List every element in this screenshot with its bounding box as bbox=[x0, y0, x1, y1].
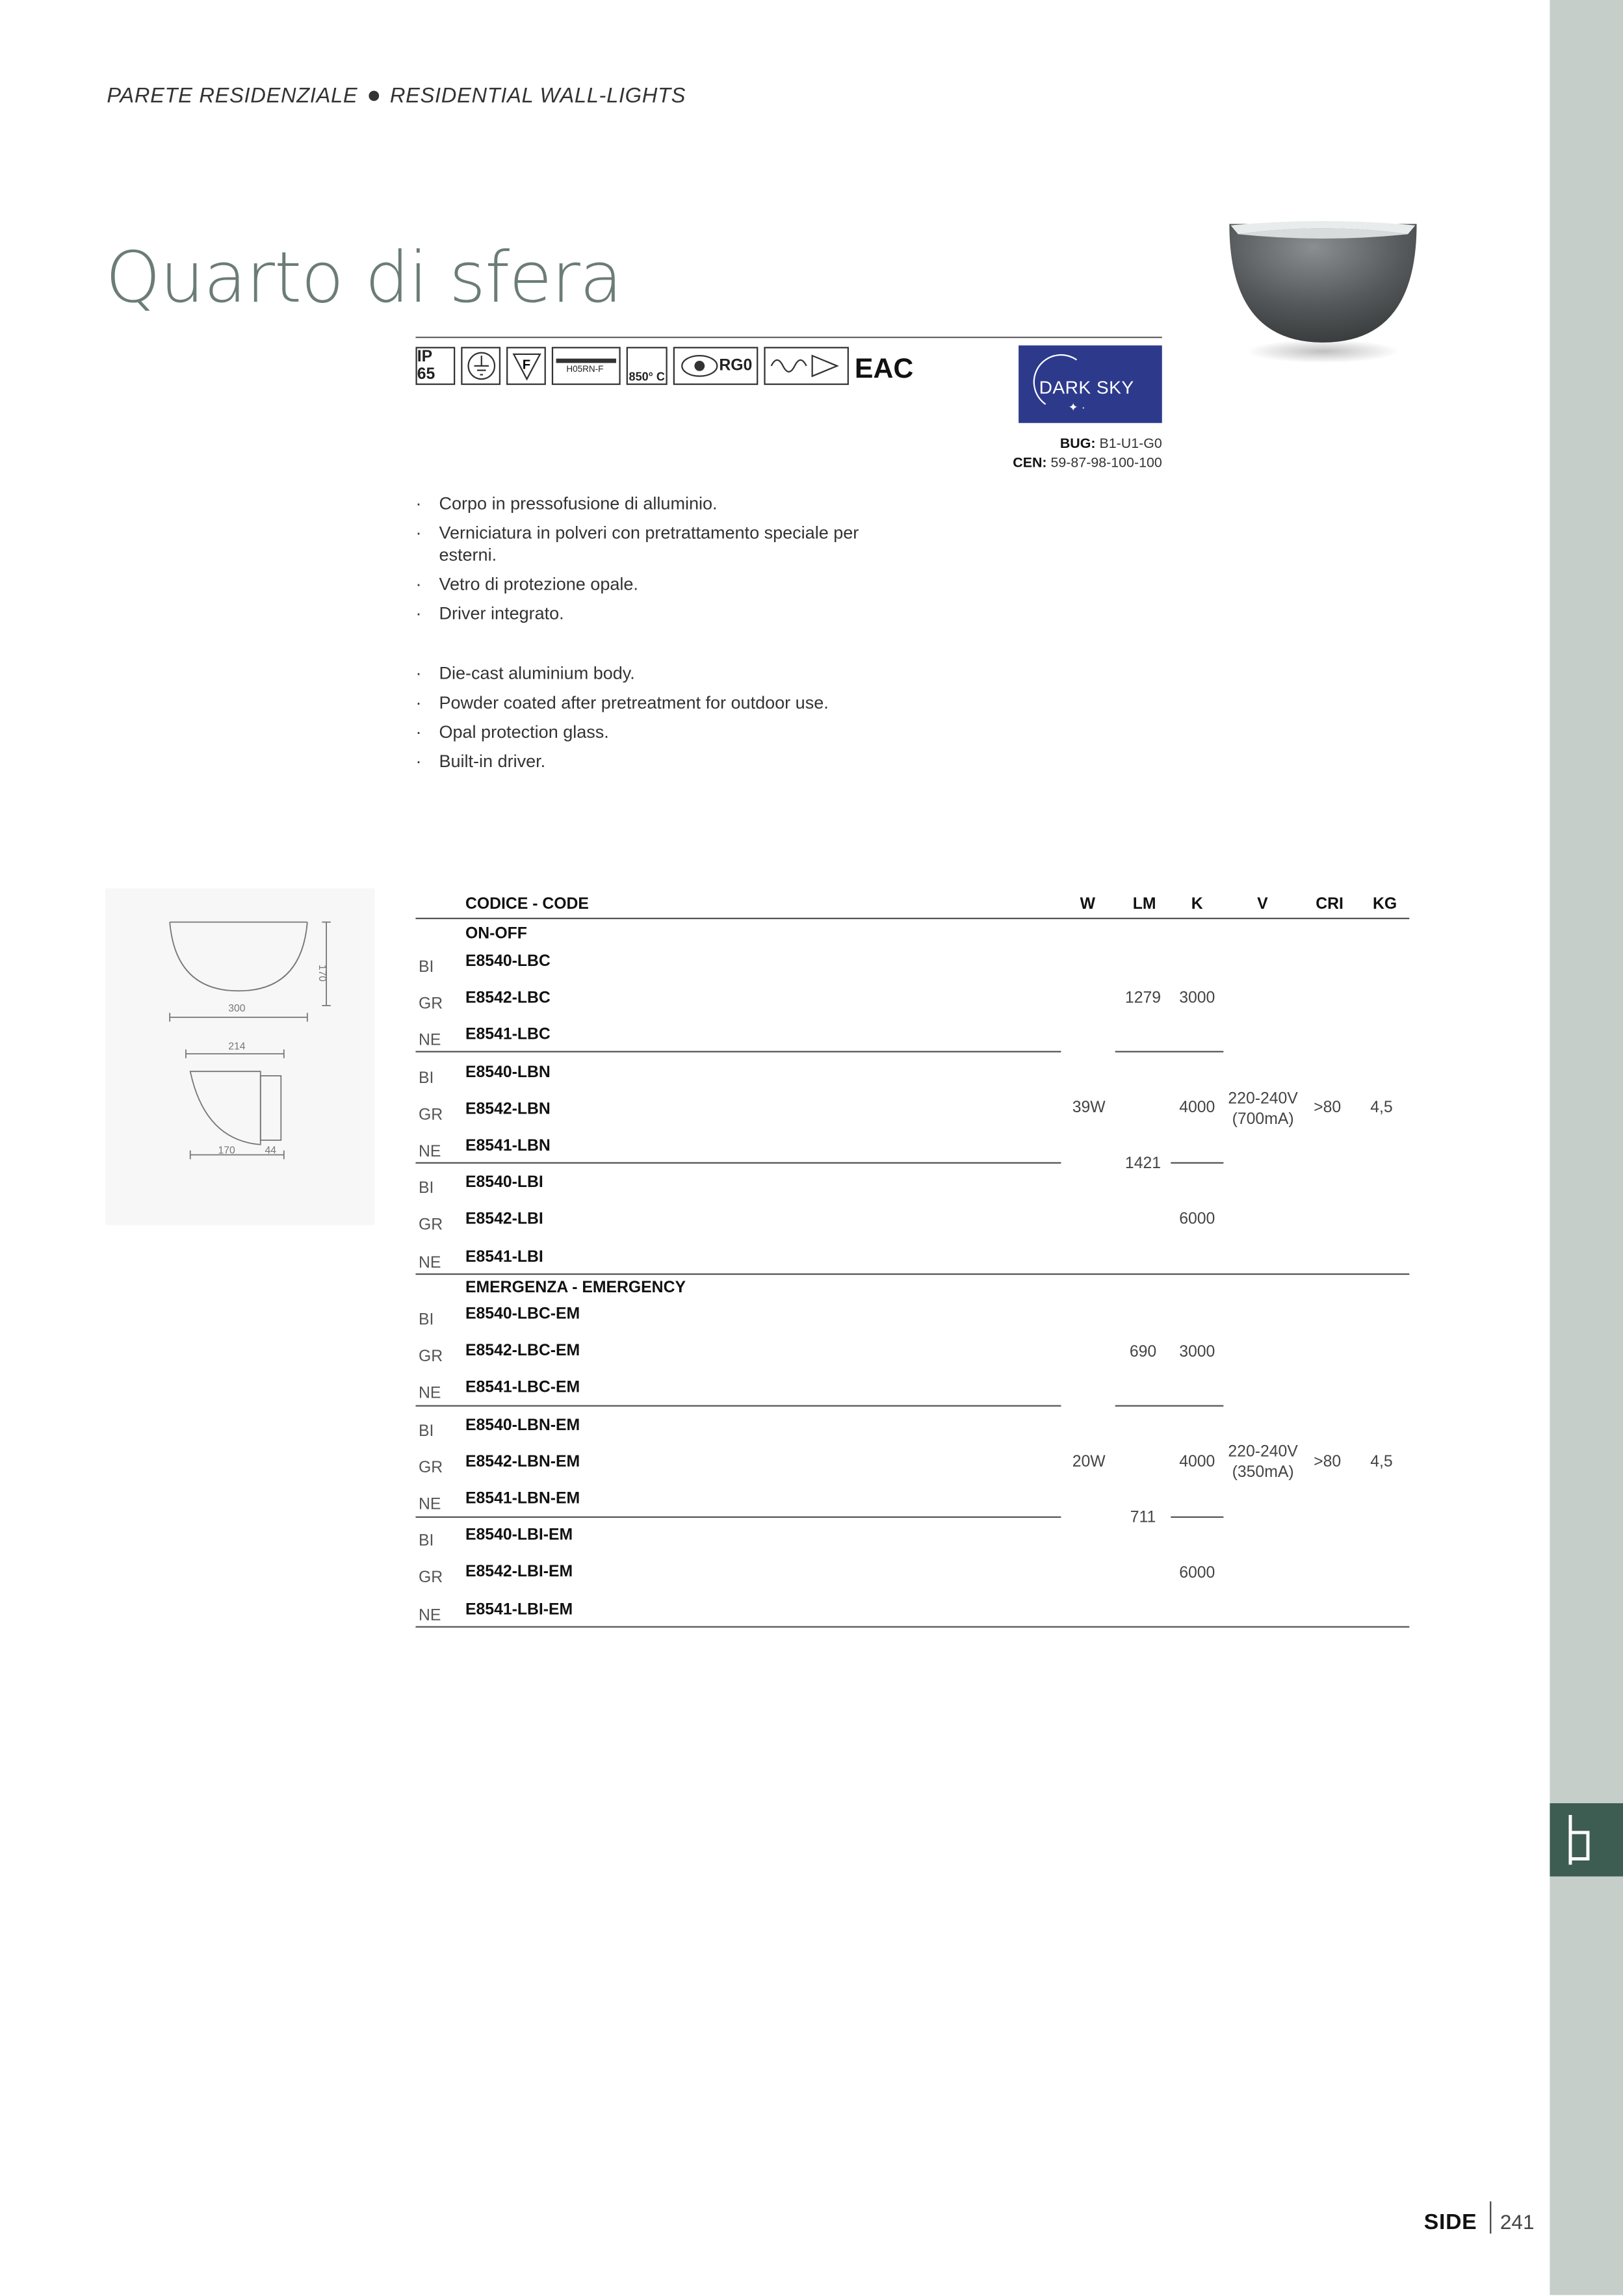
table-row bbox=[415, 1211, 1409, 1247]
feature-item: · Verniciatura in polveri con pretrattamento speciale per esterni. bbox=[415, 523, 878, 567]
brand-tab-icon bbox=[1550, 1803, 1623, 1877]
em-voltage bbox=[1227, 1442, 1300, 1483]
product-code: E8540-LBC bbox=[465, 952, 551, 971]
finish-code: NE bbox=[418, 1032, 441, 1050]
footer-brand: SIDE bbox=[1423, 2210, 1477, 2236]
header-rule bbox=[415, 918, 1409, 919]
table-row bbox=[415, 1305, 1409, 1342]
dark-sky-logo bbox=[1019, 345, 1162, 423]
onoff-k-4000: 4000 bbox=[1179, 1099, 1215, 1117]
finish-code: NE bbox=[418, 1496, 441, 1514]
product-code: E8541-LBN-EM bbox=[465, 1490, 580, 1508]
group-rule bbox=[1171, 1162, 1223, 1164]
finish-code: GR bbox=[418, 1106, 443, 1124]
product-code: E8542-LBI bbox=[465, 1210, 543, 1229]
table-row bbox=[415, 1527, 1409, 1563]
product-code: E8542-LBN bbox=[465, 1100, 551, 1118]
table-row bbox=[415, 990, 1409, 1026]
onoff-voltage bbox=[1227, 1089, 1300, 1130]
onoff-cri: >80 bbox=[1314, 1099, 1342, 1117]
breadcrumb bbox=[107, 85, 686, 109]
f-mark-icon bbox=[506, 347, 546, 385]
product-code: E8541-LBN bbox=[465, 1137, 551, 1155]
section-emergency: EMERGENZA - EMERGENCY bbox=[465, 1279, 686, 1297]
bug-label: BUG: bbox=[1059, 436, 1096, 452]
feature-item: · Driver integrato. bbox=[415, 603, 878, 625]
finish-code: GR bbox=[418, 1348, 443, 1366]
finish-code: NE bbox=[418, 1253, 441, 1272]
rg0-icon bbox=[673, 347, 759, 385]
eac-mark: EAC bbox=[854, 352, 914, 384]
title-divider bbox=[415, 337, 1162, 338]
cen-label: CEN: bbox=[1013, 455, 1047, 472]
side-color-band bbox=[1550, 0, 1623, 2295]
feature-item: · Corpo in pressofusione di alluminio. bbox=[415, 493, 878, 515]
page-title: Quarto di sfera bbox=[105, 237, 622, 319]
ip65-label: IP 65 bbox=[417, 348, 435, 384]
rg0-label: RG0 bbox=[719, 357, 753, 375]
features-italian bbox=[415, 493, 878, 633]
em-current: (350mA) bbox=[1232, 1463, 1294, 1481]
table-row bbox=[415, 1342, 1409, 1379]
header-w: W bbox=[1080, 895, 1096, 913]
product-code: E8540-LBC-EM bbox=[465, 1305, 580, 1324]
finish-code: GR bbox=[418, 1216, 443, 1234]
stars-icon: ✦ · bbox=[1068, 400, 1085, 415]
page-number: 241 bbox=[1500, 2210, 1535, 2234]
onoff-lm-4000-6000: 1421 bbox=[1124, 1155, 1162, 1173]
glow-wire-icon bbox=[627, 347, 668, 385]
feature-item: · Powder coated after pretreatment for outdoor use. bbox=[415, 692, 878, 714]
product-code: E8542-LBC bbox=[465, 989, 551, 1008]
table-row bbox=[415, 1026, 1409, 1063]
table-row bbox=[415, 953, 1409, 989]
footer-separator bbox=[1490, 2201, 1491, 2234]
table-row bbox=[415, 1600, 1409, 1637]
section-onoff: ON-OFF bbox=[465, 925, 527, 943]
feature-item: · Die-cast aluminium body. bbox=[415, 663, 878, 685]
product-code: E8540-LBI bbox=[465, 1174, 543, 1192]
svg-text:F: F bbox=[521, 358, 530, 372]
breadcrumb-english: RESIDENTIAL WALL-LIGHTS bbox=[389, 85, 686, 109]
header-kg: KG bbox=[1373, 895, 1397, 913]
product-code: E8542-LBI-EM bbox=[465, 1563, 573, 1582]
finish-code: GR bbox=[418, 995, 443, 1013]
header-cri: CRI bbox=[1316, 895, 1344, 913]
technical-drawing bbox=[105, 889, 374, 1225]
eye-icon bbox=[679, 353, 720, 380]
finish-code: BI bbox=[418, 1069, 434, 1088]
em-k-3000: 3000 bbox=[1179, 1343, 1215, 1361]
cen-value: 59-87-98-100-100 bbox=[1050, 455, 1162, 472]
product-code: E8541-LBC-EM bbox=[465, 1379, 580, 1397]
product-code: E8540-LBN-EM bbox=[465, 1416, 580, 1434]
product-code: E8541-LBC bbox=[465, 1026, 551, 1045]
finish-code: BI bbox=[418, 1180, 434, 1198]
feature-item: · Built-in driver. bbox=[415, 751, 878, 773]
group-rule bbox=[1115, 1051, 1224, 1052]
features-english bbox=[415, 663, 878, 780]
finish-code: NE bbox=[418, 1606, 441, 1624]
em-voltage-range: 220-240V bbox=[1228, 1443, 1298, 1461]
em-lm-3000: 690 bbox=[1129, 1343, 1157, 1361]
onoff-k-6000: 6000 bbox=[1179, 1210, 1215, 1229]
product-image bbox=[1217, 220, 1422, 366]
dim-170-height: 170 bbox=[316, 964, 328, 982]
eac-icon bbox=[854, 348, 914, 385]
driver-icon bbox=[764, 347, 849, 385]
dim-300: 300 bbox=[228, 1002, 246, 1014]
table-bottom-rule bbox=[415, 1626, 1409, 1628]
em-watt: 20W bbox=[1072, 1453, 1106, 1471]
em-lm-4000-6000: 711 bbox=[1130, 1509, 1156, 1527]
dim-44: 44 bbox=[265, 1145, 277, 1156]
onoff-current: (700mA) bbox=[1232, 1110, 1294, 1128]
onoff-voltage-range: 220-240V bbox=[1228, 1090, 1298, 1108]
feature-item: · Vetro di protezione opale. bbox=[415, 574, 878, 596]
finish-code: NE bbox=[418, 1385, 441, 1403]
breadcrumb-italian: PARETE RESIDENZIALE bbox=[107, 85, 358, 109]
onoff-kg: 4,5 bbox=[1370, 1099, 1393, 1117]
group-rule bbox=[415, 1517, 1061, 1518]
finish-code: BI bbox=[418, 958, 434, 976]
onoff-watt: 39W bbox=[1072, 1099, 1106, 1117]
em-kg: 4,5 bbox=[1370, 1453, 1393, 1471]
header-code: CODICE - CODE bbox=[465, 895, 589, 913]
glow-wire-label: 850° C bbox=[629, 370, 665, 384]
group-rule bbox=[415, 1051, 1061, 1052]
finish-code: NE bbox=[418, 1143, 441, 1161]
table-row bbox=[415, 1379, 1409, 1416]
group-rule bbox=[415, 1405, 1061, 1407]
finish-code: BI bbox=[418, 1422, 434, 1440]
product-code: E8540-LBI-EM bbox=[465, 1526, 573, 1545]
group-rule bbox=[415, 1162, 1061, 1164]
bullet-dot-icon bbox=[369, 90, 380, 101]
group-rule bbox=[1171, 1517, 1223, 1518]
bug-rating bbox=[1013, 435, 1162, 473]
product-code: E8540-LBN bbox=[465, 1063, 551, 1082]
header-v: V bbox=[1257, 895, 1268, 913]
em-k-6000: 6000 bbox=[1179, 1564, 1215, 1582]
section-tab[interactable] bbox=[1550, 1803, 1623, 1877]
em-k-4000: 4000 bbox=[1179, 1453, 1215, 1471]
dark-sky-label: DARK SKY bbox=[1039, 377, 1134, 398]
table-row bbox=[415, 1137, 1409, 1173]
feature-item: · Opal protection glass. bbox=[415, 722, 878, 744]
group-rule bbox=[1115, 1405, 1224, 1407]
header-k: K bbox=[1191, 895, 1203, 913]
product-code: E8541-LBI-EM bbox=[465, 1600, 573, 1619]
table-row bbox=[415, 1564, 1409, 1600]
cable-icon bbox=[552, 347, 621, 385]
table-row bbox=[415, 1490, 1409, 1526]
onoff-lm-3000: 1279 bbox=[1124, 989, 1162, 1008]
bug-value: B1-U1-G0 bbox=[1099, 436, 1162, 452]
dim-170: 170 bbox=[218, 1145, 235, 1156]
finish-code: GR bbox=[418, 1569, 443, 1587]
product-code: E8542-LBC-EM bbox=[465, 1342, 580, 1361]
finish-code: GR bbox=[418, 1459, 443, 1477]
em-cri: >80 bbox=[1314, 1453, 1342, 1471]
onoff-k-3000: 3000 bbox=[1179, 989, 1215, 1008]
product-code: E8542-LBN-EM bbox=[465, 1453, 580, 1471]
finish-code: BI bbox=[418, 1311, 434, 1329]
table-row bbox=[415, 1174, 1409, 1210]
cable-label: H05RN-F bbox=[566, 365, 604, 375]
dim-214: 214 bbox=[228, 1041, 246, 1052]
ground-icon bbox=[461, 347, 500, 385]
header-lm: LM bbox=[1132, 895, 1156, 913]
finish-code: BI bbox=[418, 1532, 434, 1550]
ip65-icon bbox=[415, 347, 455, 385]
product-code: E8541-LBI bbox=[465, 1247, 543, 1266]
section-rule bbox=[415, 1273, 1409, 1275]
